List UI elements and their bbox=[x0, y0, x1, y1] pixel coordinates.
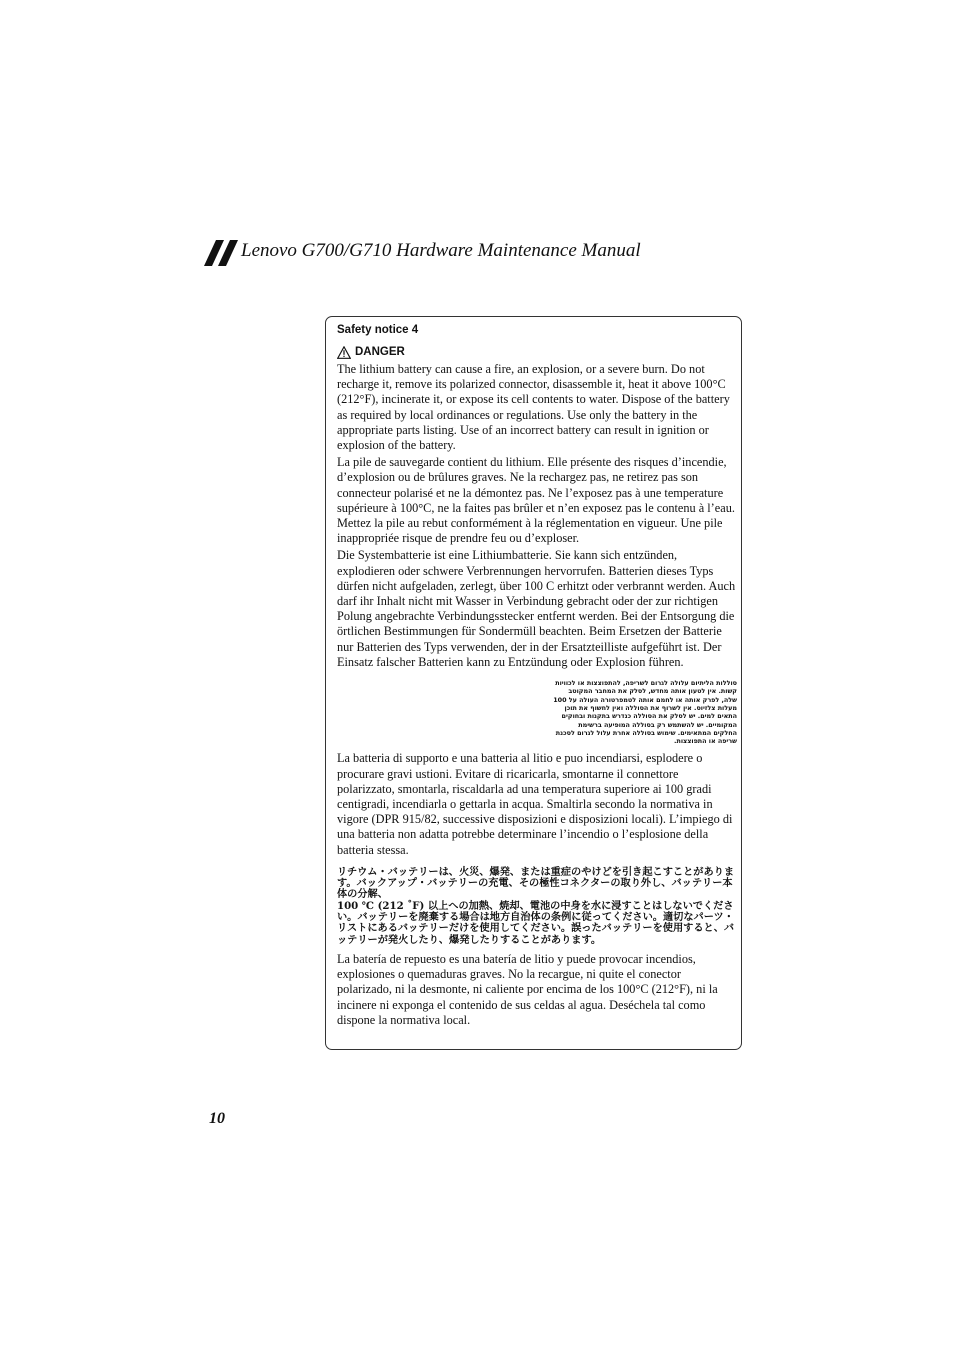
warning-text-italian: La batteria di supporto e una batteria al litio e puo incendiarsi, esplodere o procurare gravi ustioni. Evitare di ricaricarla, smontarne il connettore polarizzato, smontarla, riscaldarla ad una temperatura superiore ai 100 gradi centigradi, incendiarla o gettarla in acqua. Smaltirla secondo la normativa in vigore (DPR 915/82, successive disposizioni e disposizioni locali). L’impiego di una batteria non adatta potrebbe determinare l’incendio o l’esplosione della batteria stessa. bbox=[337, 751, 733, 857]
notice-title: Safety notice 4 bbox=[337, 324, 419, 336]
page-number: 10 bbox=[209, 1110, 225, 1127]
warning-text-french: La pile de sauvegarde contient du lithium. Elle présente des risques d’incendie, d’explosion ou de brûlures graves. Ne la rechargez pas, ne retirez pas son connecteur polarisé et ne la démontez pas. Ne l’exposez pas à une temperature supérieure à 100°C, ne la faites pas brûler et n’en exposez pas le contenu à l’eau. Mettez la pile au rebut conformément à la réglementation en vigueur. Une pile inappropriée risque de prendre feu ou d’exploser. bbox=[337, 455, 735, 546]
danger-label: DANGER bbox=[355, 346, 405, 358]
warning-text-english: The lithium battery can cause a fire, an explosion, or a severe burn. Do not recharge it, remove its polarized connector, disassemble it, heat it above 100°C (212°F), incinerate it, or expose its cell contents to water. Dispose of the battery as required by local ordinances or regulations. Use only the battery in the appropriate parts listing. Use of an incorrect battery can result in ignition or explosion of the battery. bbox=[337, 362, 730, 453]
warning-triangle-icon bbox=[337, 346, 351, 359]
manual-title: Lenovo G700/G710 Hardware Maintenance Manual bbox=[241, 240, 641, 261]
danger-heading bbox=[337, 344, 737, 360]
warning-text-german: Die Systembatterie ist eine Lithiumbatterie. Sie kann sich entzünden, explodieren oder schwere Verbrennungen hervorrufen. Batterien dieses Typs dürfen nicht aufgeladen, zerlegt, über 100 C erhitzt oder verbrannt werden. Auch darf ihr Inhalt nicht mit Wasser in Verbindung gebracht oder der zur richtigen Polung angebrachte Verbindungsstecker entfernt werden. Bei der Entsorgung die örtlichen Bestimmungen für Sondermüll beachten. Beim Ersetzen der Batterie nur Batterien des Typs verwenden, der in der Ersatzteilliste aufgeführt ist. Der Einsatz falscher Batterien kann zu Entzündung oder Explosion führen. bbox=[337, 548, 736, 669]
safety-notice-box bbox=[325, 316, 742, 1050]
double-slash-mark-icon bbox=[204, 240, 238, 266]
warning-text-japanese: リチウム・バッテリーは、火災、爆発、または重症のやけどを引き起こすことがあります。バックアップ・バッテリーの充電、その極性コネクターの取り外し、バッテリー本体の分解、 100 ℃ (212 ˚F) 以上への加熱、焼却、電池の中身を水に浸すことはしないでください。バッテリーを廃棄する場合は地方自治体の条例に従ってください。適切なパーツ・リストにあるバッテリーだけを使用してください。誤ったバッテリーを使用すると、バッテリーが発火したり、爆発したりすることがあります。 bbox=[337, 865, 735, 946]
running-header bbox=[204, 238, 804, 268]
warning-text-spanish: La batería de repuesto es una batería de litio y puede provocar incendios, explosiones o quemaduras graves. No la recargue, ni quite el conector polarizado, ni la desmonte, ni caliente por encima de los 100°C (212°F), ni la incinere ni exponga el contenido de sus celdas al agua. Deséchela tal como dispone la normativa local. bbox=[337, 951, 718, 1027]
warning-text-hebrew: סוללות הליתיום עלולה לגרום לשריפה, להתפוצצות או לכוויות קשות. אין לטעון אותה מחדש, לסלק את המחבר המקוטב שלה, לפרק אותה או לחמם אותה לטמפרטורה העולה על 100 מעלות צלזיוס. אין לשרוף את הסוללה ואין לחשוף את תוכן התאים למים. יש לסלק את הסוללה כנדרש בתקנות ובחוקים המקומיים. יש להשתמש רק בסוללה המופיעה ברשימת החלקים המתאימים. שימוש בסוללה אחרת עלול לגרום לסכנת שריפה או התפוצצות. bbox=[553, 679, 737, 746]
safety-notice-content bbox=[337, 322, 737, 1028]
